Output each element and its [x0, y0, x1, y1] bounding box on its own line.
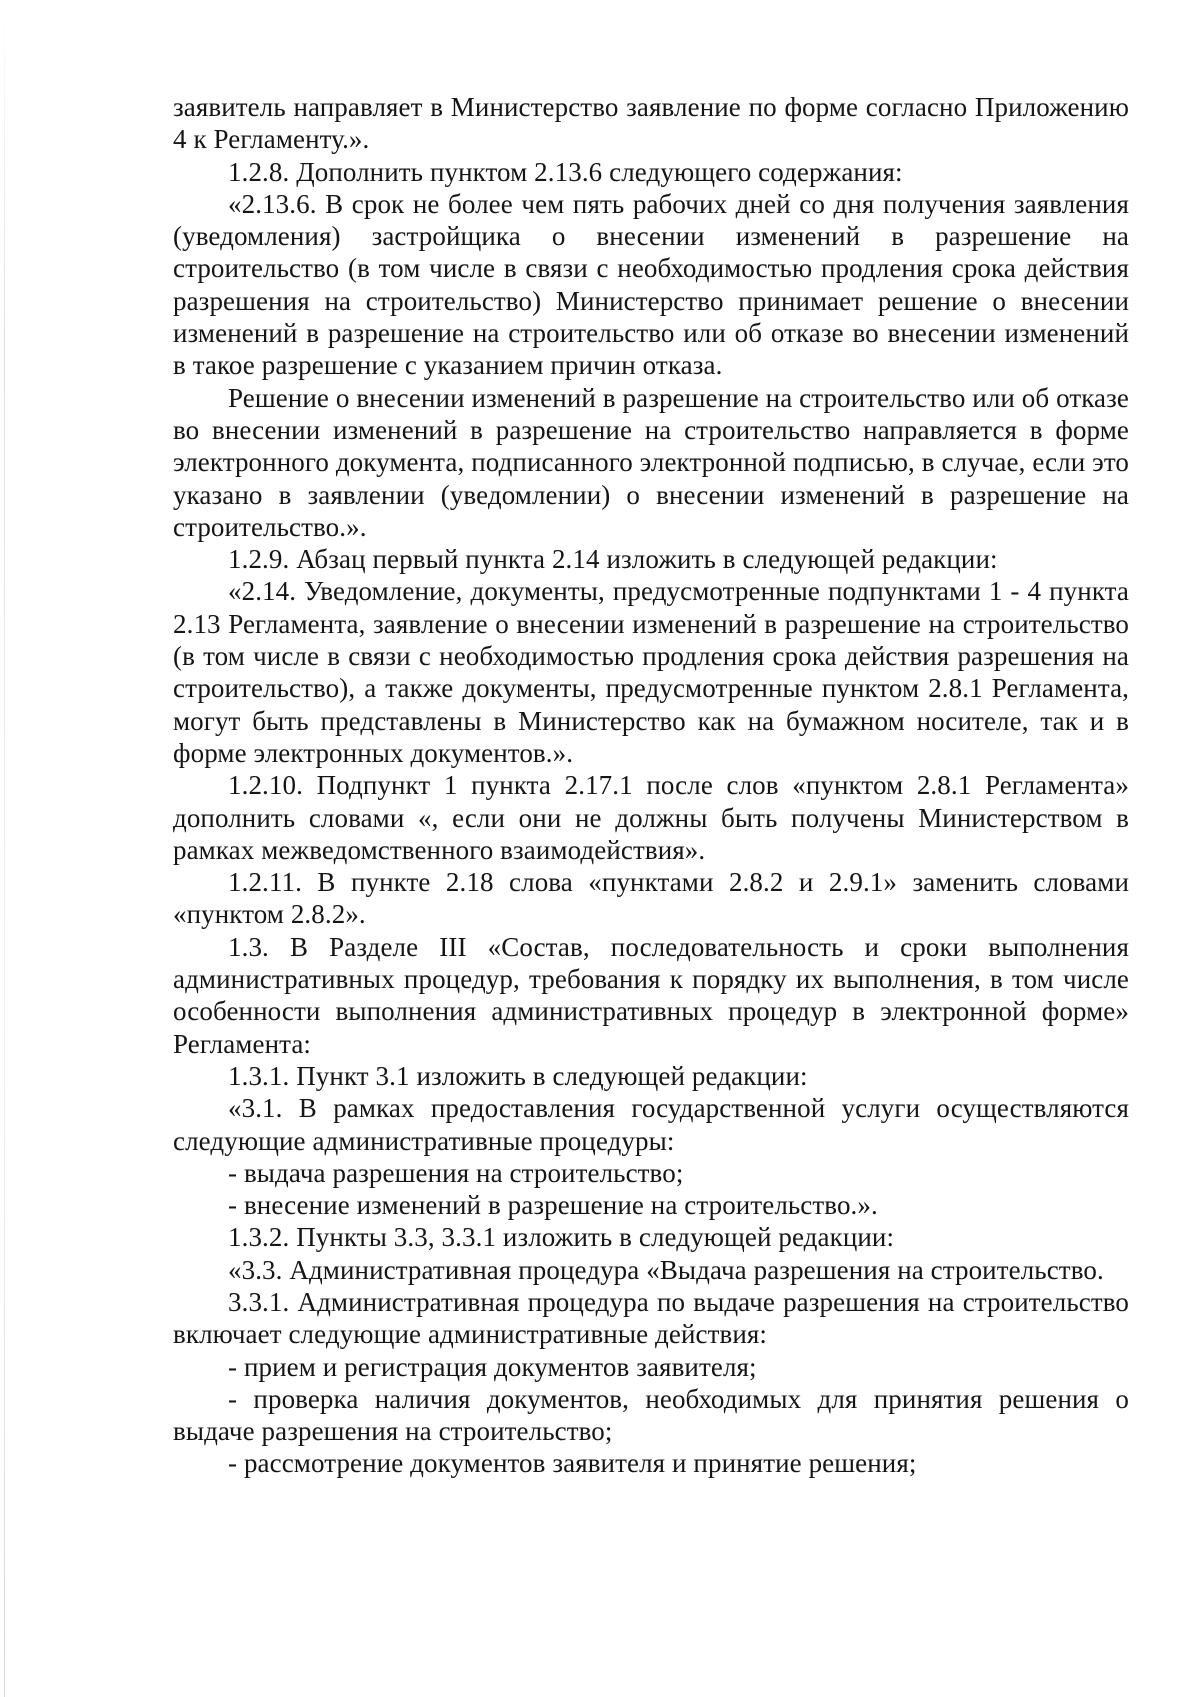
paragraph-1-2-11: 1.2.11. В пункте 2.18 слова «пунктами 2.8.2 и 2.9.1» заменить словами «пунктом 2.8.2».	[173, 867, 1129, 930]
scan-edge-line	[4, 0, 5, 1697]
paragraph-1-3: 1.3. В Разделе III «Состав, последовательность и сроки выполнения административных процедур, требования к порядку их выполнения, в том числе особенности выполнения административных процедур в электронной форме» Регламента:	[173, 931, 1129, 1059]
paragraph-1-2-10: 1.2.10. Подпункт 1 пункта 2.17.1 после слов «пунктом 2.8.1 Регламента» дополнить словами «, если они не должны быть получены Министерством в рамках межведомственного взаимодействия».	[173, 770, 1129, 865]
list-item-check-documents: - проверка наличия документов, необходимых для принятия решения о выдаче разрешения на строительство;	[173, 1383, 1129, 1447]
document-page	[173, 91, 1129, 1480]
paragraph-1-2-9: 1.2.9. Абзац первый пункта 2.14 изложить в следующей редакции:	[228, 544, 998, 575]
list-item-reception: - прием и регистрация документов заявителя;	[228, 1351, 757, 1382]
paragraph-1-3-2: 1.3.2. Пункты 3.3, 3.3.1 изложить в следующей редакции:	[228, 1222, 895, 1253]
paragraph-3-3: «3.3. Административная процедура «Выдача разрешения на строительство.	[228, 1254, 1104, 1285]
paragraph-1-3-1: 1.3.1. Пункт 3.1 изложить в следующей редакции:	[228, 1060, 808, 1091]
paragraph-1-2-8: 1.2.8. Дополнить пунктом 2.13.6 следующего содержания:	[228, 156, 903, 187]
list-item-issue-permit: - выдача разрешения на строительство;	[228, 1157, 684, 1188]
list-item-review-decision: - рассмотрение документов заявителя и принятие решения;	[228, 1448, 917, 1479]
paragraph-3-1: «3.1. В рамках предоставления государственной услуги осуществляются следующие административные процедуры:	[173, 1093, 1129, 1156]
paragraph-3-3-1: 3.3.1. Административная процедура по выдаче разрешения на строительство включает следующие административные действия:	[173, 1286, 1129, 1350]
paragraph-2-14: «2.14. Уведомление, документы, предусмотренные подпунктами 1 - 4 пункта 2.13 Регламента, заявление о внесении изменений в разрешение на строительство (в том числе в связи с необходимостью продления срока действия разрешения на строительство), а также документы, предусмотренные пунктом 2.8.1 Регламента, могут быть представлены в Министерство как на бумажном носителе, так и в форме электронных документов.».	[173, 576, 1129, 768]
paragraph-continuation: заявитель направляет в Министерство заявление по форме согласно Приложению 4 к Регламенту.».	[173, 92, 1129, 155]
paragraph-decision-electronic: Решение о внесении изменений в разрешение на строительство или об отказе во внесении изменений в разрешение на строительство направляется в форме электронного документа, подписанного электронной подписью, в случае, если это указано в заявлении (уведомлении) о внесении изменений в разрешение на строительство.».	[173, 382, 1129, 542]
paragraph-2-13-6: «2.13.6. В срок не более чем пять рабочих дней со дня получения заявления (уведомления) застройщика о внесении изменений в разрешение на строительство (в том числе в связи с необходимостью продления срока действия разрешения на строительство) Министерство принимает решение о внесении изменений в разрешение на строительство или об отказе во внесении изменений в такое разрешение с указанием причин отказа.	[173, 188, 1129, 381]
list-item-amend-permit: - внесение изменений в разрешение на строительство.».	[228, 1190, 878, 1221]
